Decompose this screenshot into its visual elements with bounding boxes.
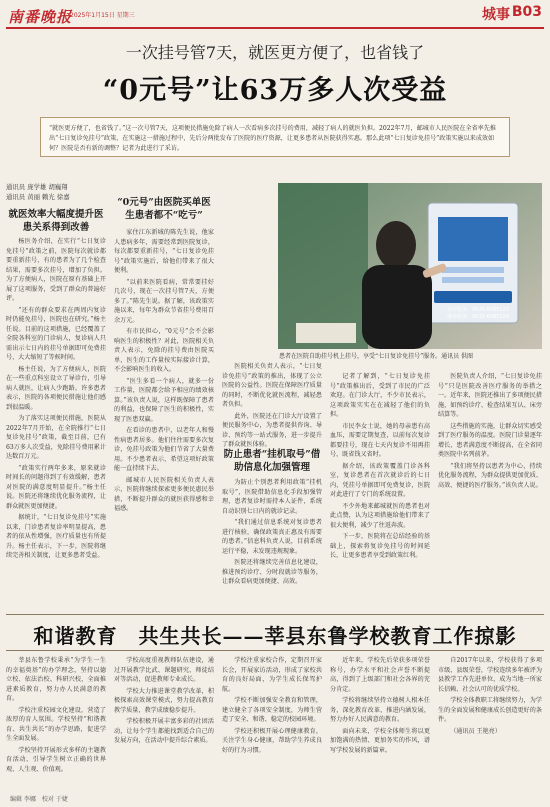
newspaper-logo: 南番晚报 <box>8 8 73 26</box>
issue-date: 2025年1月15日 星期三 <box>70 12 135 19</box>
paragraph: 不少外地来邮城就医的患者也对此点赞，认为这项措施给他们带来了很大便利，减少了往返奔波。 <box>330 502 430 529</box>
article2-column-4 <box>330 656 430 790</box>
paragraph: 市民李女士说，她的母亲患有高血压，需要定期复查，以前每次复诊都要挂号，现在七天内复诊不用再挂号，既省钱又省时。 <box>330 422 430 458</box>
paragraph: 据统计，“七日复诊免挂号”实施以来，门诊患者复诊率明显提高，患者的依从性增强，医疗质量也有所提升。杨主任表示，下一步，医院将继续完善相关制度，让更多患者受益。 <box>6 514 106 559</box>
section-divider-bottom <box>6 650 544 651</box>
paragraph: 学校全体教职工将继续努力，为学生的全面发展和健康成长创造更好的条件。 <box>438 697 542 723</box>
paragraph: 医院还将继续完善信息化建设，推进预约诊疗、分时段就诊等服务，让群众看病更加便捷、高效。 <box>222 559 322 585</box>
article1-column-3a <box>222 362 322 448</box>
paragraph: “我们将坚持以患者为中心，持续优化服务流程，为群众提供更加优质、高效、便捷的医疗服务。”该负责人说。 <box>438 462 542 489</box>
paragraph: 学校注重家校合作，定期召开家长会，开展家访活动，形成了家校共育的良好局面，为学生成长保驾护航。 <box>222 657 322 693</box>
masthead-rule <box>6 27 544 29</box>
photo-sign-text: 诊疗服务：0635-6095120 <box>447 307 509 313</box>
paragraph: 学校还积极开展心理健康教育，关注学生身心健康，帮助学生养成良好的行为习惯。 <box>222 727 322 754</box>
paragraph: 医院负责人介绍，“七日复诊免挂号”只是医院改善医疗服务的举措之一。近年来，医院还推出了多项便民措施，如预约诊疗、检查结果互认、床旁结算等。 <box>438 373 542 418</box>
paragraph: 学校将继续坚持立德树人根本任务，深化教育改革，推进内涵发展，努力办好人民满意的教育。 <box>330 697 430 723</box>
paragraph: 杨医务介绍，在实行“七日复诊免挂号”政策之前，医院每次就诊都要重新挂号，有的患者为了几个检查结果，需要多次挂号，增加了负担。为了方便病人，医院在原有基础上开展了这项服务，受到了群众的普遍好评。 <box>6 238 106 302</box>
paragraph: “政策实行两年多来，原来就诊时间长的问题得到了有效缓解，患者对医院的满意度明显提升。”杨主任说。医院还将继续优化服务流程，让群众就医更加便捷。 <box>6 464 106 510</box>
photo-illustration <box>278 183 542 349</box>
photo-caption: 患者在医院自助挂号机上挂号，享受“七日复诊免挂号”服务。通讯员 供图 <box>279 353 474 360</box>
paragraph: “以前来医院看病，常常要挂好几次号，现在一次挂号管7天，方便多了。”陈先生说。据了解，该政策实施以来，每年为群众节省挂号费用百余万元。 <box>114 278 214 324</box>
paragraph: 此外，医院还在门诊大厅设置了便民服务中心，为患者提供咨询、导诊、预约等一站式服务，进一步提升了群众就医体验。 <box>222 412 322 448</box>
subheading-2: “0元号”由医院买单医生患者都不“吃亏” <box>117 197 211 221</box>
article2-column-5 <box>438 656 542 790</box>
article1-column-3b <box>222 478 322 609</box>
paragraph: 自2017年以来，学校获得了多项市级、县级荣誉，学校连续多年被评为县教学工作先进单位，成为当地一所家长信赖、社会认可的优质学校。 <box>438 657 542 693</box>
page-number: B03 <box>511 4 542 20</box>
paragraph: “医生多看一个病人，就多一份工作量，医院都会给予相应的绩效核算。”该负责人说，这样既保障了患者的利益，也保障了医生的积极性，实现了医患双赢。 <box>114 377 214 423</box>
article1-column-4 <box>330 372 430 609</box>
paragraph: “我们通过信息系统对复诊患者进行核验，确保政策真正惠及有需要的患者。”信息科负责人说，目前系统运行平稳，未发现违规现象。 <box>222 519 322 555</box>
paragraph: 学校不断加强安全教育和管理，建立健全了各项安全制度，为师生营造了安全、和谐、稳定的校园环境。 <box>222 697 322 723</box>
hospital-registration-photo <box>278 183 542 349</box>
article-kicker: 一次挂号管7天，就医更方便了，也省钱了 <box>125 43 425 62</box>
byline-line-1: 通讯员 庞学雄 胡巍翔 <box>6 183 68 191</box>
paragraph: 为了落实这项便民措施，医院从2022年7月开始，在全院推行“七日复诊免挂号”政策，截至目前，已有63万多人次受益，免除挂号费用累计达数百万元。 <box>6 415 106 460</box>
subheading-3: 防止患者“挂机取号”借助信息化加强管理 <box>223 449 321 473</box>
paragraph: 家住江东新城的陈先生说，他家人患病多年，需要经常到医院复诊，每次都要重新挂号，“七日复诊免挂号”政策实施后，给他们带来了很大便利。 <box>114 229 214 274</box>
paragraph: 杨主任说，为了方便病人，医院在一些重点科室设立了导诊台，引导病人就医，让病人少跑路。许多患者表示，医院的各项便民措施让他们感到很温暖。 <box>6 365 106 411</box>
paragraph: 有市民担心，“0元号”会不会影响医生的积极性？对此，医院相关负责人表示，免除的挂号费由医院买单，医生的工作量按实际接诊计算，不会影响医生的收入。 <box>114 328 214 373</box>
paragraph: 记者了解到，“七日复诊免挂号”政策推出后，受到了市民的广泛欢迎。在门诊大厅，不少市民表示，这项政策实实在在减轻了他们的负担。 <box>330 373 430 418</box>
article2-headline: 和谐教育 共生共长——莘县东鲁学校教育工作掠影 <box>33 624 517 648</box>
section-divider-top <box>6 614 544 615</box>
page-footer: 编辑 李娜 校对 于婕 <box>10 796 68 803</box>
paragraph: 为防止个别患者利用政策“挂机取号”，医院借助信息化手段加强管理，患者复诊时需持本人证件，系统自动识别七日内的就诊记录。 <box>222 479 322 515</box>
article1-column-5 <box>438 372 542 609</box>
paragraph: 医院相关负责人表示，“七日复诊免挂号”政策的推出，体现了公立医院的公益性。医院在保障医疗质量的同时，不断优化就医流程，减轻患者负担。 <box>222 363 322 408</box>
paragraph: 学校高度重视教师队伍建设，通过开展教学比武、课题研究、师徒结对等活动，促进教师专业成长。 <box>114 657 214 683</box>
paragraph: 莘县东鲁学校秉承“为学生一生的幸福奠基”的办学理念，坚持以德立校、依法治校、科研兴校，全面推进素质教育，努力办人民满意的教育。 <box>6 657 106 702</box>
paragraph: 学校注重校园文化建设，营造了浓厚的育人氛围。学校坚持“和谐教育、共生共长”的办学思路，促进学生全面发展。 <box>6 706 106 742</box>
paragraph: 近年来，学校先后荣获多项荣誉称号，办学水平和社会声誉不断提高，得到了上级部门和社会各界的充分肯定。 <box>330 657 430 693</box>
photo-sign-text-2: 就诊服务：0635-6095120 <box>447 314 509 320</box>
paragraph: 下一步，医院将在总结经验的基础上，探索将复诊免挂号的时间延长，让更多患者享受到政策红利。 <box>330 533 430 559</box>
lead-text: “就医更方便了，也省钱了。”这一次号管7天，这项便民措施免除了病人一次看病多次挂号的费用，减轻了病人的就医负担。2022年7月，邮城市人民医院在全省率先推出“七日复诊免挂号”政策，在实施这一措施过程中，先后分两批发布了医院的医疗资源，让更多患者从医院获得实惠。那么此项“七日复诊免挂号”政策实施以来成效如何？医院是否有新的调整？记者为此进行了采访。 <box>49 125 496 152</box>
paragraph: 在看诊的患者中，以老年人和慢性病患者居多。他们往往需要多次复诊，免挂号政策为他们节省了大量费用。不少患者表示，希望这项好政策能一直持续下去。 <box>114 427 214 472</box>
article1-column-1 <box>6 237 106 609</box>
paragraph: （通讯员 王艳亮） <box>450 727 501 735</box>
article2-column-3 <box>222 656 322 790</box>
paragraph: 学校积极开展丰富多彩的社团活动，让每个学生都能找到适合自己的发展方向，在活动中提升综合素质。 <box>114 718 214 744</box>
byline-line-2: 通讯员 黄丽 赖光 徐嘉 <box>6 193 70 201</box>
paragraph: 邮城市人民医院相关负责人表示，医院将继续探索更多便民惠民举措，不断提升群众的就医获得感和幸福感。 <box>114 476 214 512</box>
paragraph: 据介绍，该政策覆盖门诊各科室，复诊患者在首次就诊后的七日内，凭挂号单据即可免费复诊，医院对此进行了专门的系统设置。 <box>330 462 430 498</box>
article2-column-1 <box>6 656 106 790</box>
subheading-1: 就医效率大幅度提升医患关系得到改善 <box>8 209 104 233</box>
paragraph: 这些措施的实施，让群众切实感受到了医疗服务的温度。医院门诊量逐年增长，患者满意度不断提高，在全省同类医院中名列前茅。 <box>438 422 542 458</box>
article-headline: “0元号”让63万多人次受益 <box>102 75 448 106</box>
section-name: 城事 <box>482 7 510 23</box>
paragraph: 学校大力推进课堂教学改革，积极探索高效课堂模式，努力提高教育教学质量，教学成绩稳步提升。 <box>114 687 214 714</box>
paragraph: 面向未来，学校全体师生将以更加饱满的热情、更加务实的作风，谱写学校发展的新篇章。 <box>330 727 430 754</box>
article2-column-2 <box>114 656 214 790</box>
lead-box <box>40 117 510 157</box>
article1-column-2 <box>114 228 214 609</box>
paragraph: “还有的群众要求在两周内复诊时仍能免挂号，医院也在研究。”杨主任说。目前的这项措施，已经覆盖了全院各科室的门诊病人，复诊病人只需出示七日内的挂号单据即可免费挂号，大大缩短了等候时间。 <box>6 306 106 361</box>
byline-block <box>6 182 106 202</box>
paragraph: 学校坚持开展形式多样的主题教育活动，引导学生树立正确的世界观、人生观、价值观。 <box>6 746 106 773</box>
